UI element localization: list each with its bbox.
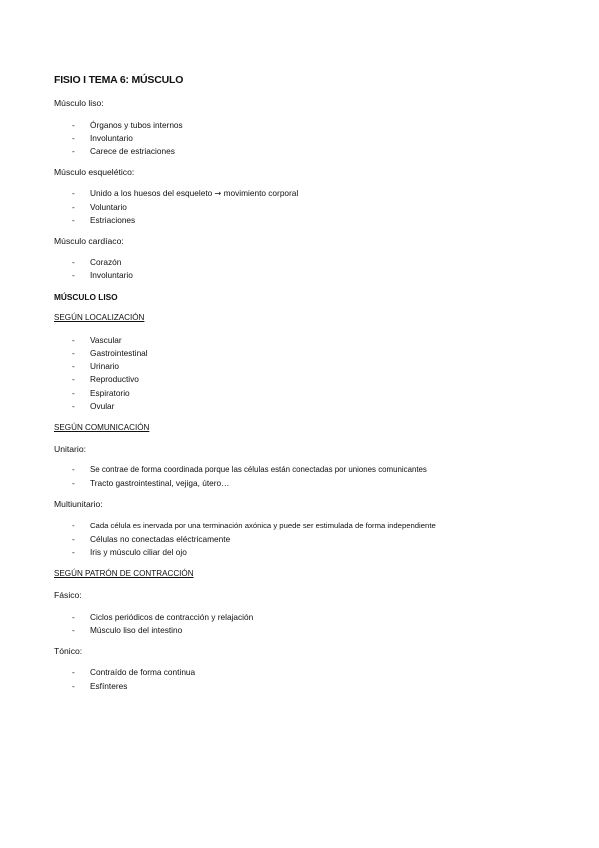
- heading-musculo-liso: MÚSCULO LISO: [54, 292, 118, 302]
- section-label-musculo-cardiaco: Músculo cardíaco:: [54, 236, 124, 246]
- heading-segun-localizacion: SEGÚN LOCALIZACIÓN: [54, 313, 145, 322]
- list-item: - Voluntario: [72, 202, 127, 212]
- section-label-musculo-esqueletico: Músculo esquelético:: [54, 167, 135, 177]
- list-item: - Órganos y tubos internos: [72, 120, 183, 130]
- list-item: - Contraído de forma continua: [72, 667, 196, 677]
- list-item: - Unido a los huesos del esqueleto → movimiento corporal: [72, 188, 299, 198]
- list-item: - Reproductivo: [72, 374, 139, 384]
- list-item: - Carece de estriaciones: [72, 146, 175, 156]
- list-item: - Ovular: [72, 401, 115, 411]
- list-item: - Ciclos periódicos de contracción y relajación: [72, 612, 254, 622]
- list-item: - Iris y músculo ciliar del ojo: [72, 547, 187, 557]
- section-label-musculo-liso: Músculo liso:: [54, 98, 104, 108]
- list-item: - Vascular: [72, 335, 122, 345]
- list-item: - Espiratorio: [72, 388, 130, 398]
- list-item: - Músculo liso del intestino: [72, 625, 183, 635]
- section-label-multiunitario: Multiunitario:: [54, 499, 103, 509]
- heading-segun-comunicacion: SEGÚN COMUNICACIÓN: [54, 423, 150, 432]
- section-label-unitario: Unitario:: [54, 444, 86, 454]
- list-item: - Corazón: [72, 257, 122, 267]
- list-item: - Células no conectadas eléctricamente: [72, 534, 231, 544]
- list-item: - Cada célula es inervada por una terminación axónica y puede ser estimulada de forma independiente: [72, 521, 436, 530]
- list-item: - Estriaciones: [72, 215, 136, 225]
- list-item: - Urinario: [72, 361, 120, 371]
- list-item: - Se contrae de forma coordinada porque las células están conectadas por uniones comunicantes: [72, 465, 427, 474]
- document-title: FISIO I TEMA 6: MÚSCULO: [54, 74, 184, 86]
- list-item: - Gastrointestinal: [72, 348, 148, 358]
- section-label-fasico: Fásico:: [54, 590, 82, 600]
- list-item: - Involuntario: [72, 133, 133, 143]
- list-item: - Esfínteres: [72, 681, 128, 691]
- section-label-tonico: Tónico:: [54, 646, 83, 656]
- list-item: - Tracto gastrointestinal, vejiga, útero…: [72, 478, 230, 488]
- heading-segun-patron-contraccion: SEGÚN PATRÓN DE CONTRACCIÓN: [54, 569, 194, 578]
- arrow-right-icon: →: [214, 189, 222, 198]
- list-item: - Involuntario: [72, 270, 133, 280]
